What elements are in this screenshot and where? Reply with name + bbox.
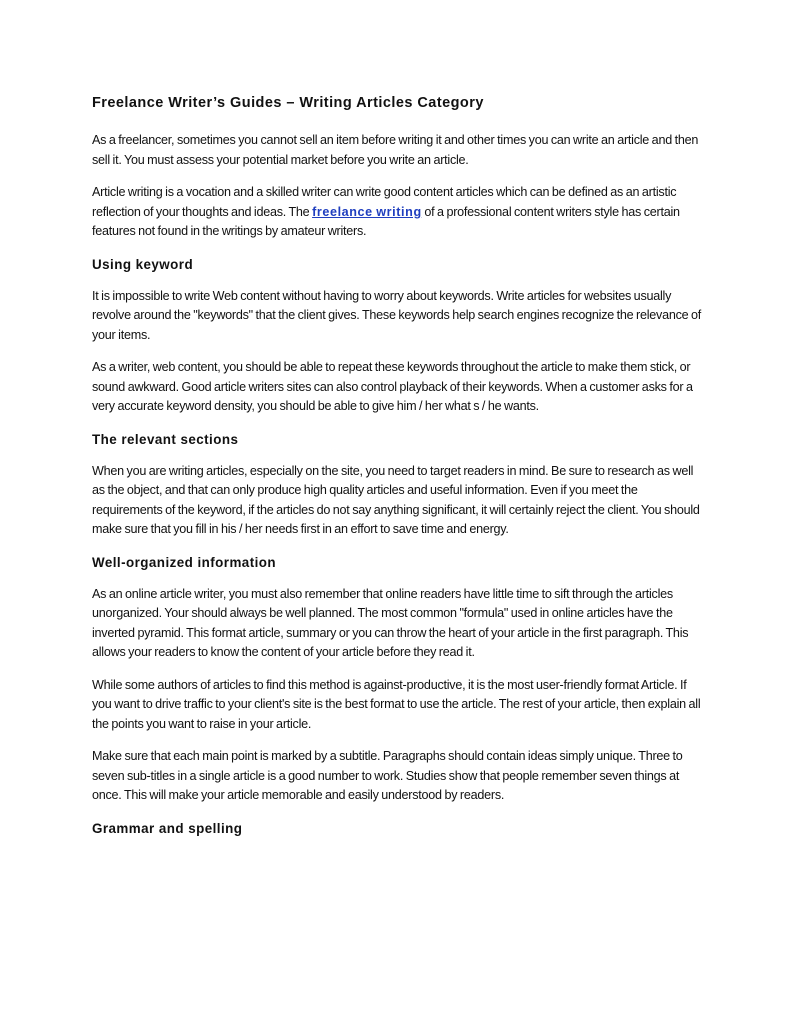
freelance-writing-link[interactable]: freelance writing [312, 204, 422, 219]
intro-paragraph-2-end: of a professional content writers style has certain features not found in the writings by amateur writers. [92, 204, 680, 238]
well-organized-paragraph-1: As an online article writer, you must also remember that online readers have little time to sift through the articles unorganized. Your should always be well planned. The most common "formula" used in online articles have the inverted pyramid. This format article, summary or you can throw the heart of your article in the first paragraph. This allows your readers to know the content of your article before they read it. [92, 586, 689, 659]
intro-paragraph-2-start: Article writing is a vocation and a skilled writer can write good content articles which can be defined as an artistic reflection of your thoughts and ideas. The [92, 185, 677, 219]
section-heading-keyword: Using keyword [92, 256, 194, 272]
well-organized-paragraph-3: Make sure that each main point is marked by a subtitle. Paragraphs should contain ideas simply unique. Three to seven sub-titles in a single article is a good number to work. Studies show that people remember seven things at once. This will make your article memorable and easily understood by readers. [92, 749, 683, 802]
section-heading-relevant-sections: The relevant sections [92, 431, 239, 447]
well-organized-paragraph-2: While some authors of articles to find this method is against-productive, it is the most user-friendly format Article. If you want to drive traffic to your client's site is the best format to use the article. The rest of your article, then explain all the points you want to raise in your article. [92, 677, 701, 731]
keyword-paragraph-2: As a writer, web content, you should be able to repeat these keywords throughout the article to make them stick, or sound awkward. Good article writers sites can also control playback of their keywords. When a customer asks for a very accurate keyword density, you should be able to give him / her what s / he wants. [92, 360, 693, 413]
section-heading-well-organized: Well-organized information [92, 554, 277, 570]
section-heading-grammar: Grammar and spelling [92, 820, 243, 836]
intro-paragraph-2 [92, 183, 702, 242]
relevant-sections-paragraph: When you are writing articles, especially on the site, you need to target readers in mind. Be sure to research as well as the object, and that can only produce high quality articles and useful information. Even if you meet the requirements of the keyword, if the articles do not say anything significant, it will certainly reject the client. You should make sure that you fill in his / her needs first in an effort to save time and energy. [92, 463, 700, 536]
document-title: Freelance Writer’s Guides – Writing Articles Category [92, 95, 484, 111]
intro-paragraph-1: As a freelancer, sometimes you cannot sell an item before writing it and other times you can write an article and then sell it. You must assess your potential market before you write an article. [92, 133, 699, 167]
document-page [92, 93, 702, 851]
keyword-paragraph-1: It is impossible to write Web content without having to worry about keywords. Write articles for websites usually revolve around the "keywords" that the client gives. These keywords help search engines recognize the relevance of your items. [92, 288, 702, 342]
